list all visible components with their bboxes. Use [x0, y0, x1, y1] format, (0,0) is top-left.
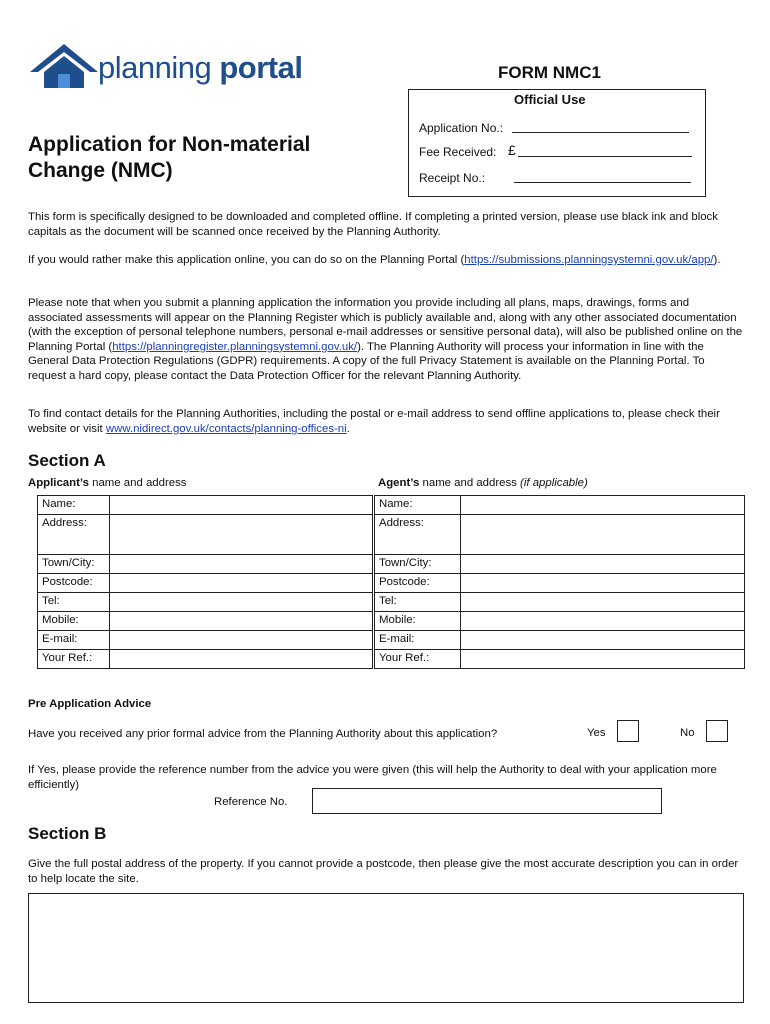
agent-town-field[interactable]: [461, 555, 745, 574]
applicant-town-label: Town/City:: [38, 555, 110, 574]
intro-paragraph-1: This form is specifically designed to be downloaded and completed offline. If completing a printed version, please use black ink and block capitals as the document will be scanned once received by the Planning Authority.: [28, 211, 718, 238]
yes-checkbox[interactable]: [617, 720, 639, 742]
section-b-instruction: Give the full postal address of the property. If you cannot provide a postcode, then please give the most accurate description you can in order to help locate the site.: [28, 858, 739, 885]
fee-received-label: Fee Received:: [419, 145, 497, 159]
official-use-title: Official Use: [514, 92, 586, 107]
pre-app-question: Have you received any prior formal advice from the Planning Authority about this application?: [28, 728, 498, 740]
logo-text: planning portal: [98, 50, 303, 85]
applicant-town-field[interactable]: [110, 555, 373, 574]
agent-email-field[interactable]: [461, 631, 745, 650]
agent-address-field[interactable]: [461, 515, 745, 555]
intro-paragraph-2: If you would rather make this application online, you can do so on the Planning Portal (https://submissions.planningsystemni.gov.uk/app/).: [28, 254, 721, 266]
page-title: Application for Non-material Change (NMC): [28, 133, 311, 182]
applicant-ref-label: Your Ref.:: [38, 650, 110, 669]
applicant-postcode-label: Postcode:: [38, 574, 110, 593]
application-no-field[interactable]: [512, 122, 689, 133]
intro-paragraph-3: Please note that when you submit a planning application the information you provide including all plans, maps, drawings, forms and associated assessments will appear on the Planning Register which is publicly available and, along with any other associated documentation (with the exception of personal telephone numbers, personal e-mail addresses or sensitive personal data), will also be published online on the Planning Portal (https://planningregister.planningsystemni.gov.uk/). The Planning Authority will process your information in line with the General Data Protection Regulations (GDPR) requirements. A copy of the full Privacy Statement is available on the Planning Portal. To request a hard copy, please contact the Data Protection Officer for the relevant Planning Authority.: [28, 297, 743, 382]
house-icon: [30, 44, 98, 88]
agent-heading: Agent’s name and address (if applicable): [378, 477, 588, 489]
planning-register-link[interactable]: https://planningregister.planningsystemni.gov.uk/: [112, 340, 358, 353]
applicant-heading: Applicant’s name and address: [28, 477, 187, 489]
agent-mobile-label: Mobile:: [375, 612, 461, 631]
site-address-field[interactable]: [28, 893, 744, 1003]
section-b-heading: Section B: [28, 824, 107, 843]
pound-symbol: £: [508, 142, 516, 158]
agent-name-label: Name:: [375, 496, 461, 515]
agent-postcode-field[interactable]: [461, 574, 745, 593]
yes-label: Yes: [587, 727, 606, 739]
reference-no-field[interactable]: [312, 788, 662, 814]
receipt-no-field[interactable]: [514, 172, 691, 183]
pre-app-heading: Pre Application Advice: [28, 698, 152, 710]
reference-instruction: If Yes, please provide the reference number from the advice you were given (this will help the Authority to deal with your application more efficiently): [28, 764, 717, 791]
receipt-no-label: Receipt No.:: [419, 171, 486, 185]
applicant-tel-label: Tel:: [38, 593, 110, 612]
agent-ref-label: Your Ref.:: [375, 650, 461, 669]
applicant-mobile-field[interactable]: [110, 612, 373, 631]
applicant-email-label: E-mail:: [38, 631, 110, 650]
applicant-tel-field[interactable]: [110, 593, 373, 612]
agent-ref-field[interactable]: [461, 650, 745, 669]
agent-address-label: Address:: [375, 515, 461, 555]
no-label: No: [680, 727, 695, 739]
application-no-label: Application No.:: [419, 121, 504, 135]
applicant-ref-field[interactable]: [110, 650, 373, 669]
applicant-mobile-label: Mobile:: [38, 612, 110, 631]
form-id: FORM NMC1: [498, 63, 601, 82]
agent-address-table: [374, 495, 745, 669]
agent-town-label: Town/City:: [375, 555, 461, 574]
reference-no-label: Reference No.: [214, 796, 288, 808]
intro-paragraph-4: To find contact details for the Planning Authorities, including the postal or e-mail address to send offline applications to, please check their website or visit www.nidirect.gov.uk/contacts/planning-offices-ni.: [28, 408, 720, 435]
agent-email-label: E-mail:: [375, 631, 461, 650]
applicant-address-field[interactable]: [110, 515, 373, 555]
agent-name-field[interactable]: [461, 496, 745, 515]
agent-tel-field[interactable]: [461, 593, 745, 612]
applicant-name-field[interactable]: [110, 496, 373, 515]
no-checkbox[interactable]: [706, 720, 728, 742]
applicant-postcode-field[interactable]: [110, 574, 373, 593]
applicant-address-table: [37, 495, 373, 669]
section-a-heading: Section A: [28, 451, 106, 470]
applicant-address-label: Address:: [38, 515, 110, 555]
online-application-link[interactable]: https://submissions.planningsystemni.gov.uk/app/: [464, 254, 714, 266]
applicant-name-label: Name:: [38, 496, 110, 515]
nidirect-link[interactable]: www.nidirect.gov.uk/contacts/planning-offices-ni: [105, 422, 347, 435]
applicant-email-field[interactable]: [110, 631, 373, 650]
fee-received-field[interactable]: [518, 146, 692, 157]
agent-postcode-label: Postcode:: [375, 574, 461, 593]
agent-mobile-field[interactable]: [461, 612, 745, 631]
agent-tel-label: Tel:: [375, 593, 461, 612]
